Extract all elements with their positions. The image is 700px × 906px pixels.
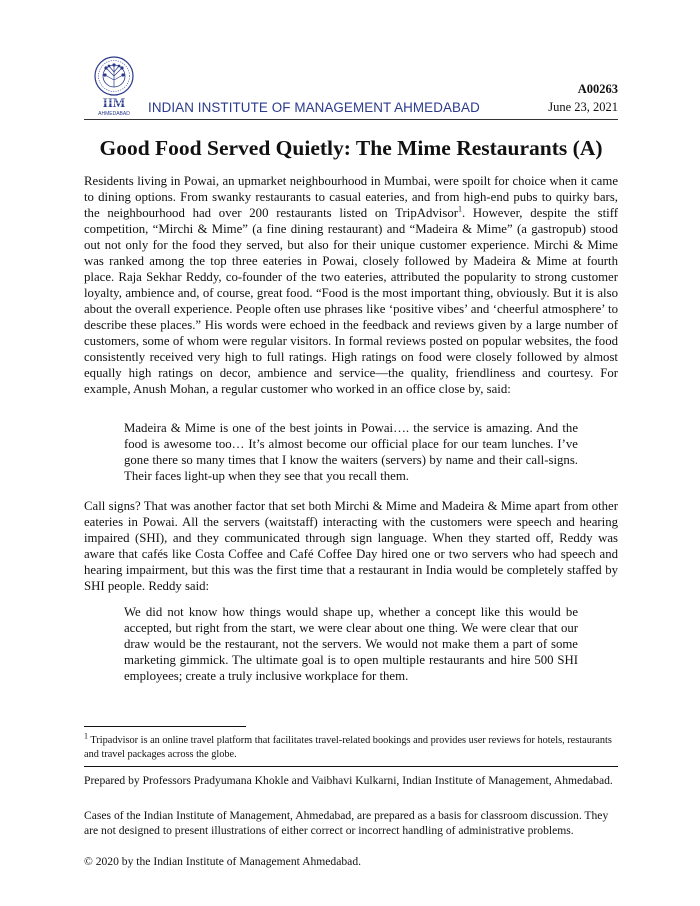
footnote-marker: 1 xyxy=(84,731,88,741)
paragraph-intro xyxy=(84,173,618,397)
case-date: June 23, 2021 xyxy=(548,100,618,114)
header-divider xyxy=(84,119,618,120)
paragraph-call-signs: Call signs? That was another factor that set both Mirchi & Mime and Madeira & Mime apart from other eateries in Powai. All the servers (waitstaff) interacting with the customers were speech and hearing impaired (SHI), and they communicated through sign language. When they started off, Reddy was aware that cafés like Costa Coffee and Café Coffee Day hired one or two servers who had speech and hearing impairment, but this was the first time that a restaurant in India would be completely staffed by SHI people. Reddy said: xyxy=(84,499,618,593)
case-id: A00263 xyxy=(577,82,618,96)
footnote-text: Tripadvisor is an online travel platform that facilitates travel-related bookings and provides user reviews for hotels, restaurants and travel packages across the globe. xyxy=(84,735,612,760)
iim-logo-icon xyxy=(84,55,144,117)
paragraph-intro-text: Residents living in Powai, an upmarket neighbourhood in Mumbai, were spoilt for choice when it came to dining options. From swanky restaurants to casual eateries, and from high-end pubs to quirky bars, the neighbourhood had over 200 restaurants listed on TripAdvisor xyxy=(84,174,618,220)
footnote-divider xyxy=(84,726,246,727)
footnote xyxy=(84,731,618,762)
case-title: Good Food Served Quietly: The Mime Restaurants (A) xyxy=(99,136,603,160)
page-header xyxy=(84,55,618,120)
prepared-by: Prepared by Professors Pradyumana Khokle and Vaibhavi Kulkarni, Indian Institute of Management, Ahmedabad. xyxy=(84,774,613,787)
logo-subtext: AHMEDABAD xyxy=(98,111,130,117)
copyright-notice: © 2020 by the Indian Institute of Management Ahmedabad. xyxy=(84,855,362,868)
institute-name: INDIAN INSTITUTE OF MANAGEMENT AHMEDABAD xyxy=(148,100,480,115)
logo-letters: IIM xyxy=(102,95,126,110)
block-quote-customer: Madeira & Mime is one of the best joints in Powai…. the service is amazing. And the food is awesome too… It’s almost become our official place for our team lunches. I’ve gone there so many times that I know the waiters (servers) by name and their call-signs. Their faces light-up when they see that you recall them. xyxy=(124,421,578,483)
footnote-reference[interactable]: 1 xyxy=(457,204,462,214)
paragraph-intro-continued: . However, despite the stiff competition, “Mirchi & Mime” (a fine dining restaurant) and “Madeira & Mime” (a gastropub) stood out not only for the food they served, but also for their unique customer experience. Mirchi & Mime was ranked among the top three eateries in Powai, closely followed by Madeira & Mime at fourth place. Raja Sekhar Reddy, co-founder of the two eateries, attributed the popularity to strong customer loyalty, ambience and, of course, great food. “Food is the most important thing, obviously. But it is also about the overall experience. People often use phrases like ‘positive vibes’ and ‘cheerful atmosphere’ to describe these places.” His words were echoed in the feedback and reviews given by a large number of customers, some of whom were regular visitors. In formal reviews posted on popular websites, the food consistently received very high to full ratings. High ratings on food were closely followed by almost equally high ratings on decor, ambience and service—the quality, friendliness and courtesy. For example, Anush Mohan, a regular customer who worked in an office close by, said: xyxy=(84,206,618,396)
block-quote-reddy: We did not know how things would shape up, whether a concept like this would be accepted, but right from the start, we were clear about one thing. We were clear that our draw would be the restaurant, not the servers. We would not make them a part of some marketing gimmick. The ultimate goal is to open multiple restaurants and hire 500 SHI employees; create a truly inclusive workplace for them. xyxy=(124,605,578,683)
case-disclaimer: Cases of the Indian Institute of Management, Ahmedabad, are prepared as a basis for classroom discussion. They are not designed to present illustrations of either correct or incorrect handling of administrative problems. xyxy=(84,809,609,837)
footer-divider xyxy=(84,766,618,767)
